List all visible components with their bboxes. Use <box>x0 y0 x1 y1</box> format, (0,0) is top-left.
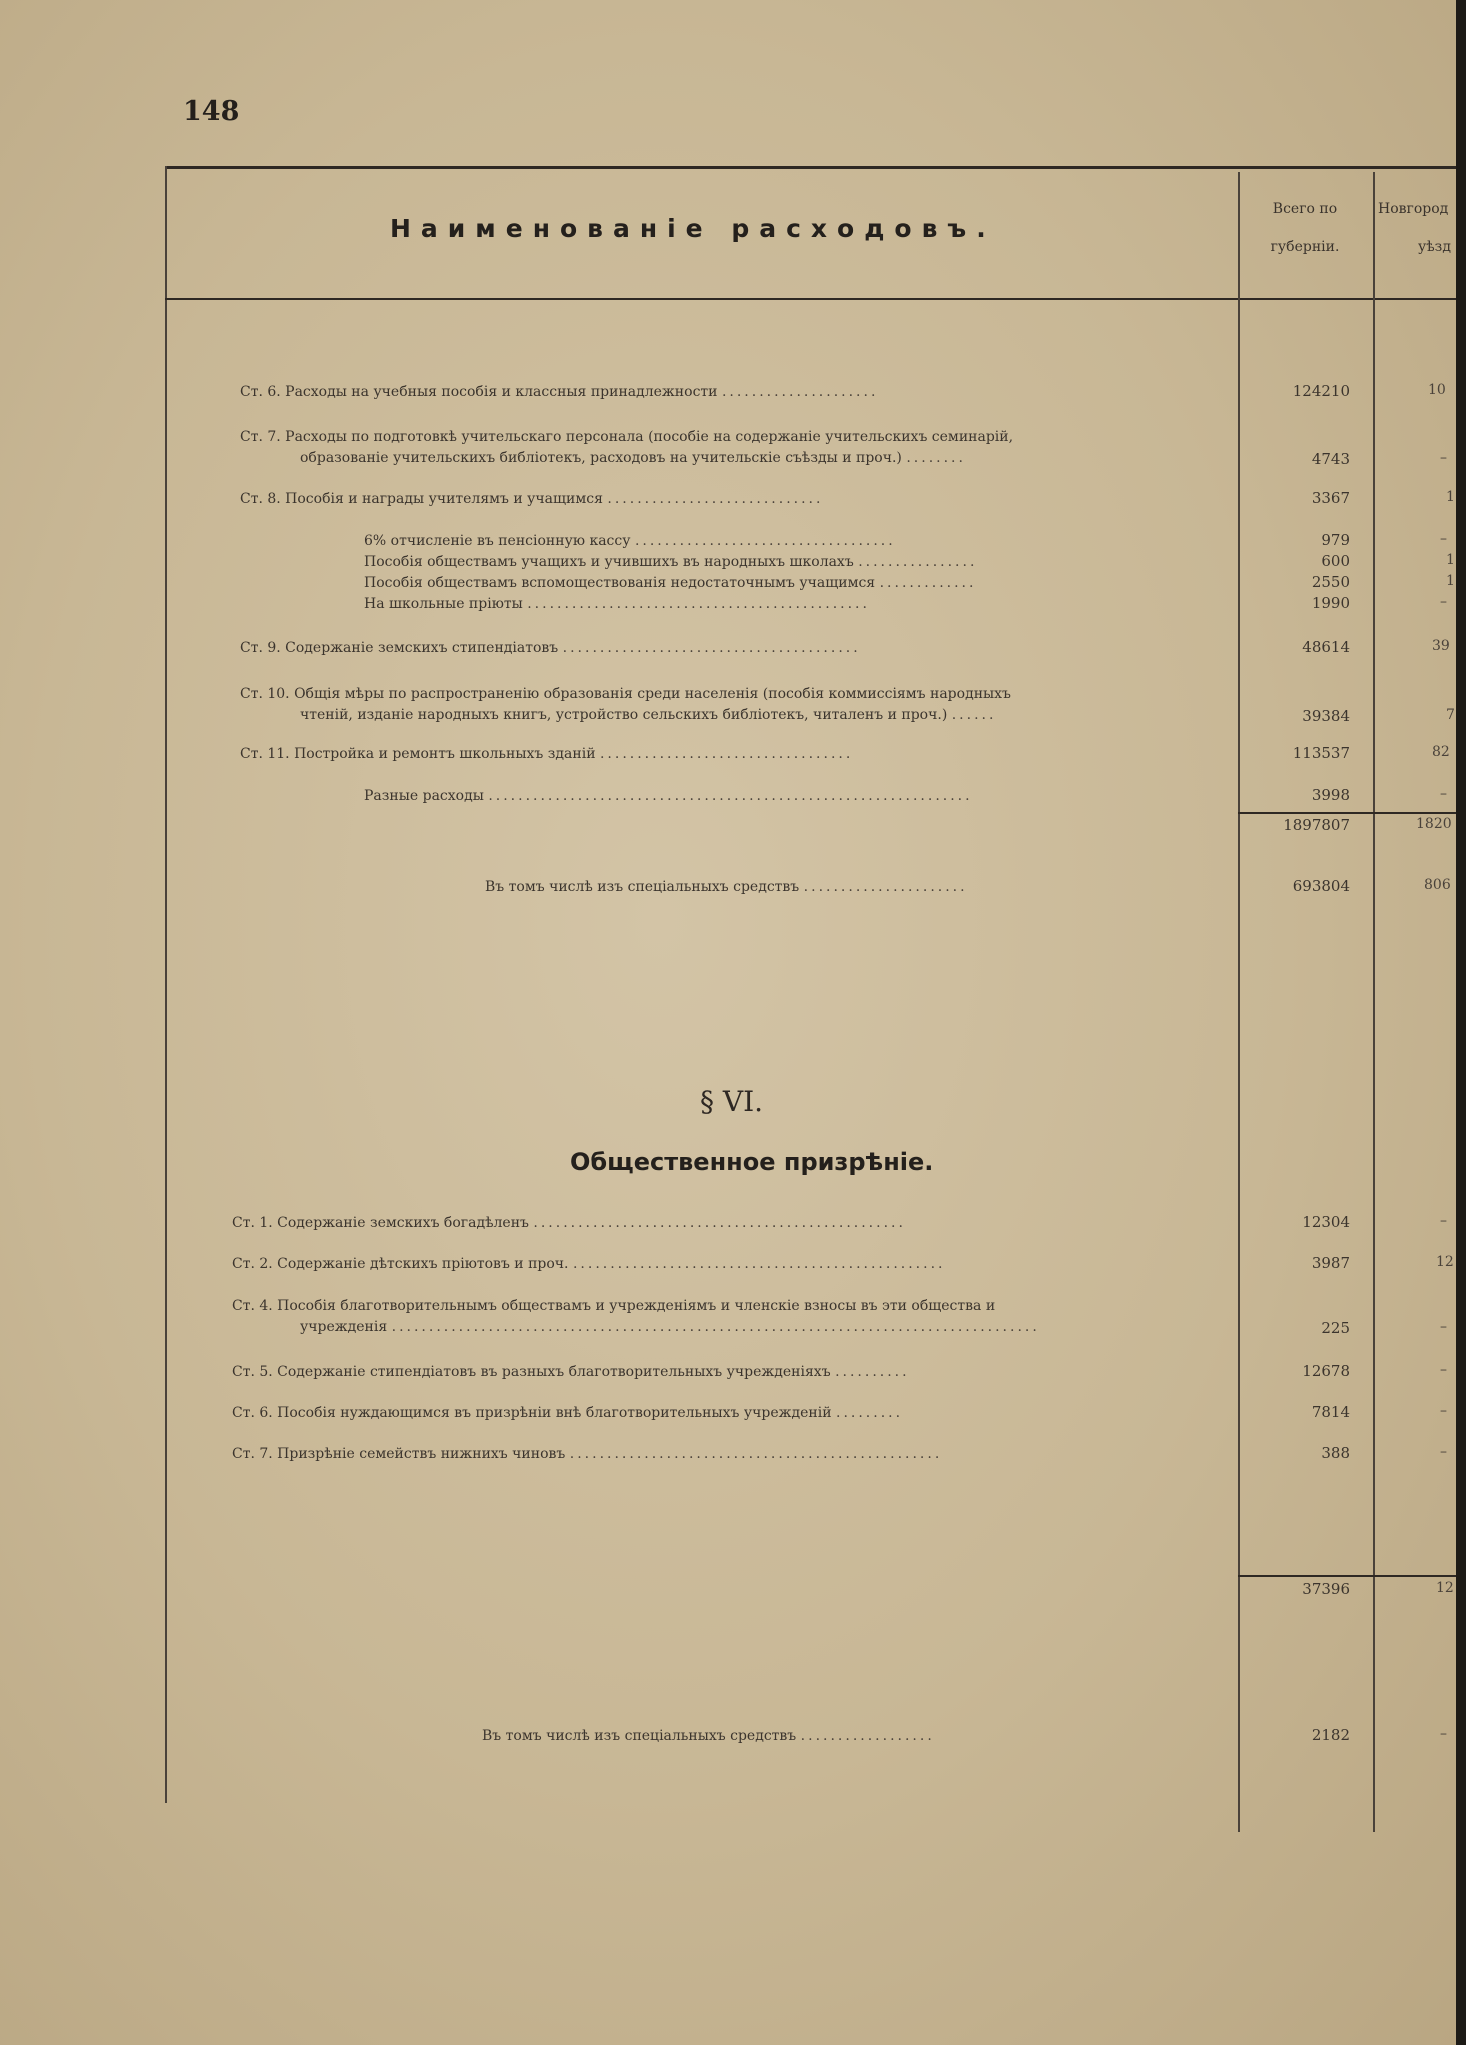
row-label: На школьные пріюты <box>364 596 523 612</box>
row-next: 1 <box>1446 489 1455 505</box>
column-header-total <box>1245 190 1365 266</box>
row-total: 39384 <box>1302 707 1350 725</box>
row-next: – <box>1440 786 1447 802</box>
table-row <box>240 684 1011 705</box>
row-next: – <box>1440 594 1447 610</box>
row-total: 12304 <box>1302 1213 1350 1231</box>
table-row-continuation: учрежденія ....................................................................................... <box>300 1319 1040 1335</box>
row-next: 10 <box>1428 382 1446 398</box>
table-row-continuation: образованіе учительскихъ библіотекъ, расходовъ на учительскіе съѣзды и проч.) ........ <box>300 450 966 466</box>
section6-sum-rule <box>1238 1575 1456 1577</box>
row-total: 7814 <box>1311 1403 1350 1421</box>
row-label: Ст. 7. Расходы по подготовкѣ учительскаго персонала (пособіе на содержаніе учительскихъ семинарій, <box>240 429 1014 445</box>
row-total: 979 <box>1321 531 1350 549</box>
table-row: Ст. 6. Пособія нуждающимся въ призрѣніи внѣ благотворительныхъ учрежденій ......... <box>232 1405 904 1421</box>
row-next: 7 <box>1446 707 1455 723</box>
table-row: 6% отчисленіе въ пенсіонную кассу ................................... <box>364 533 896 549</box>
column-header-next-line1: Новгород <box>1378 201 1449 217</box>
table-header-title: Наименованіе расходовъ. <box>390 214 996 243</box>
row-next: – <box>1440 450 1447 466</box>
row-total: 12678 <box>1302 1362 1350 1380</box>
table-row: Ст. 6. Расходы на учебныя пособія и классныя принадлежности ..................... <box>240 384 879 400</box>
special-funds-row: Въ томъ числѣ изъ спеціальныхъ средствъ ...................... <box>485 879 968 895</box>
column-header-next-line2: уѣзд <box>1418 239 1451 255</box>
row-label: Пособія обществамъ вспомоществованія недостаточнымъ учащимся <box>364 575 876 591</box>
row-next: 82 <box>1432 744 1450 760</box>
special-funds-total: 693804 <box>1292 877 1350 895</box>
row-label: Ст. 10. Общія мѣры по распространенію образованія среди населенія (пособія коммиссіямъ народныхъ <box>240 686 1011 702</box>
table-row: Пособія обществамъ вспомоществованія недостаточнымъ учащимся ............. <box>364 575 977 591</box>
row-total: 3998 <box>1311 786 1350 804</box>
special-funds-next: – <box>1440 1726 1447 1742</box>
next-column-rule <box>1373 172 1375 1832</box>
row-total: 1990 <box>1311 594 1350 612</box>
row-label: Ст. 6. Пособія нуждающимся въ призрѣніи внѣ благотворительныхъ учрежденій <box>232 1405 832 1421</box>
row-total: 225 <box>1321 1319 1350 1337</box>
row-label: Ст. 11. Постройка и ремонтъ школьныхъ зданій <box>240 746 596 762</box>
table-row: Ст. 7. Призрѣніе семействъ нижнихъ чиновъ .................................................. <box>232 1446 943 1462</box>
section6-sum-next: 12 <box>1436 1580 1454 1596</box>
special-funds-label: Въ томъ числѣ изъ спеціальныхъ средствъ <box>485 879 800 895</box>
table-row: Ст. 2. Содержаніе дѣтскихъ пріютовъ и проч. .................................................. <box>232 1256 946 1272</box>
section-title: Общественное призрѣніе. <box>570 1148 934 1176</box>
row-label: Ст. 7. Призрѣніе семействъ нижнихъ чиновъ <box>232 1446 566 1462</box>
row-total: 388 <box>1321 1444 1350 1462</box>
row-label: Разные расходы <box>364 788 484 804</box>
table-row <box>232 1296 995 1317</box>
row-label: Пособія обществамъ учащихъ и учившихъ въ народныхъ школахъ <box>364 554 854 570</box>
special-funds-row: Въ томъ числѣ изъ спеціальныхъ средствъ .................. <box>482 1728 935 1744</box>
table-row: Ст. 9. Содержаніе земскихъ стипендіатовъ ........................................ <box>240 640 861 656</box>
table-row-continuation: чтеній, изданіе народныхъ книгъ, устройство сельскихъ библіотекъ, читаленъ и проч.) ...... <box>300 707 997 723</box>
row-next: – <box>1440 1362 1447 1378</box>
row-total: 2550 <box>1311 573 1350 591</box>
row-next: – <box>1440 1319 1447 1335</box>
row-next: – <box>1440 531 1447 547</box>
row-next: – <box>1440 1403 1447 1419</box>
row-label: Ст. 8. Пособія и награды учителямъ и учащимся <box>240 491 603 507</box>
row-next: 1 <box>1446 573 1455 589</box>
row-next: 12 <box>1436 1254 1454 1270</box>
row-label-2: образованіе учительскихъ библіотекъ, расходовъ на учительскіе съѣзды и проч.) <box>300 450 902 466</box>
page-edge <box>1456 0 1466 2045</box>
table-row: Пособія обществамъ учащихъ и учившихъ въ народныхъ школахъ ................ <box>364 554 978 570</box>
section-symbol: § VI. <box>700 1085 764 1118</box>
row-next: 39 <box>1432 638 1450 654</box>
table-top-rule <box>165 166 1456 169</box>
table-row: Ст. 11. Постройка и ремонтъ школьныхъ зданій .................................. <box>240 746 854 762</box>
table-row: Ст. 5. Содержаніе стипендіатовъ въ разныхъ благотворительныхъ учрежденіяхъ .......... <box>232 1364 910 1380</box>
row-label: Ст. 1. Содержаніе земскихъ богадѣленъ <box>232 1215 529 1231</box>
row-total: 48614 <box>1302 638 1350 656</box>
row-next: – <box>1440 1213 1447 1229</box>
row-total: 113537 <box>1292 744 1350 762</box>
row-label: 6% отчисленіе въ пенсіонную кассу <box>364 533 631 549</box>
column-header-total-line2: губерніи. <box>1270 239 1340 255</box>
table-row: Разные расходы ................................................................. <box>364 788 973 804</box>
row-label: Ст. 4. Пособія благотворительнымъ обществамъ и учрежденіямъ и членскіе взносы въ эти общества и <box>232 1298 996 1314</box>
row-label-2: чтеній, изданіе народныхъ книгъ, устройство сельскихъ библіотекъ, читаленъ и проч.) <box>300 707 948 723</box>
row-label: Ст. 9. Содержаніе земскихъ стипендіатовъ <box>240 640 559 656</box>
row-next: – <box>1440 1444 1447 1460</box>
special-funds-label: Въ томъ числѣ изъ спеціальныхъ средствъ <box>482 1728 797 1744</box>
special-funds-total: 2182 <box>1311 1726 1350 1744</box>
row-label: Ст. 5. Содержаніе стипендіатовъ въ разныхъ благотворительныхъ учрежденіяхъ <box>232 1364 831 1380</box>
row-label: Ст. 2. Содержаніе дѣтскихъ пріютовъ и проч. <box>232 1256 569 1272</box>
table-left-rule <box>165 166 167 1803</box>
column-header-total-line1: Всего по <box>1272 201 1338 217</box>
section6-sum-total: 37396 <box>1302 1580 1350 1598</box>
row-total: 3987 <box>1311 1254 1350 1272</box>
page-number: 148 <box>183 96 240 127</box>
row-total: 3367 <box>1311 489 1350 507</box>
table-row <box>240 427 1013 448</box>
section5-sum-rule <box>1238 812 1456 814</box>
row-label: Ст. 6. Расходы на учебныя пособія и классныя принадлежности <box>240 384 718 400</box>
table-row: На школьные пріюты .............................................. <box>364 596 870 612</box>
column-header-next <box>1378 190 1456 266</box>
row-total: 600 <box>1321 552 1350 570</box>
section5-sum-next: 1820 <box>1416 816 1452 832</box>
special-funds-next: 806 <box>1424 877 1451 893</box>
row-label-2: учрежденія <box>300 1319 388 1335</box>
section5-sum-total: 1897807 <box>1283 816 1350 834</box>
table-row: Ст. 1. Содержаніе земскихъ богадѣленъ .................................................. <box>232 1215 906 1231</box>
row-total: 124210 <box>1292 382 1350 400</box>
header-bottom-rule <box>165 298 1456 300</box>
row-next: 1 <box>1446 552 1455 568</box>
row-total: 4743 <box>1311 450 1350 468</box>
table-row: Ст. 8. Пособія и награды учителямъ и учащимся ............................. <box>240 491 824 507</box>
